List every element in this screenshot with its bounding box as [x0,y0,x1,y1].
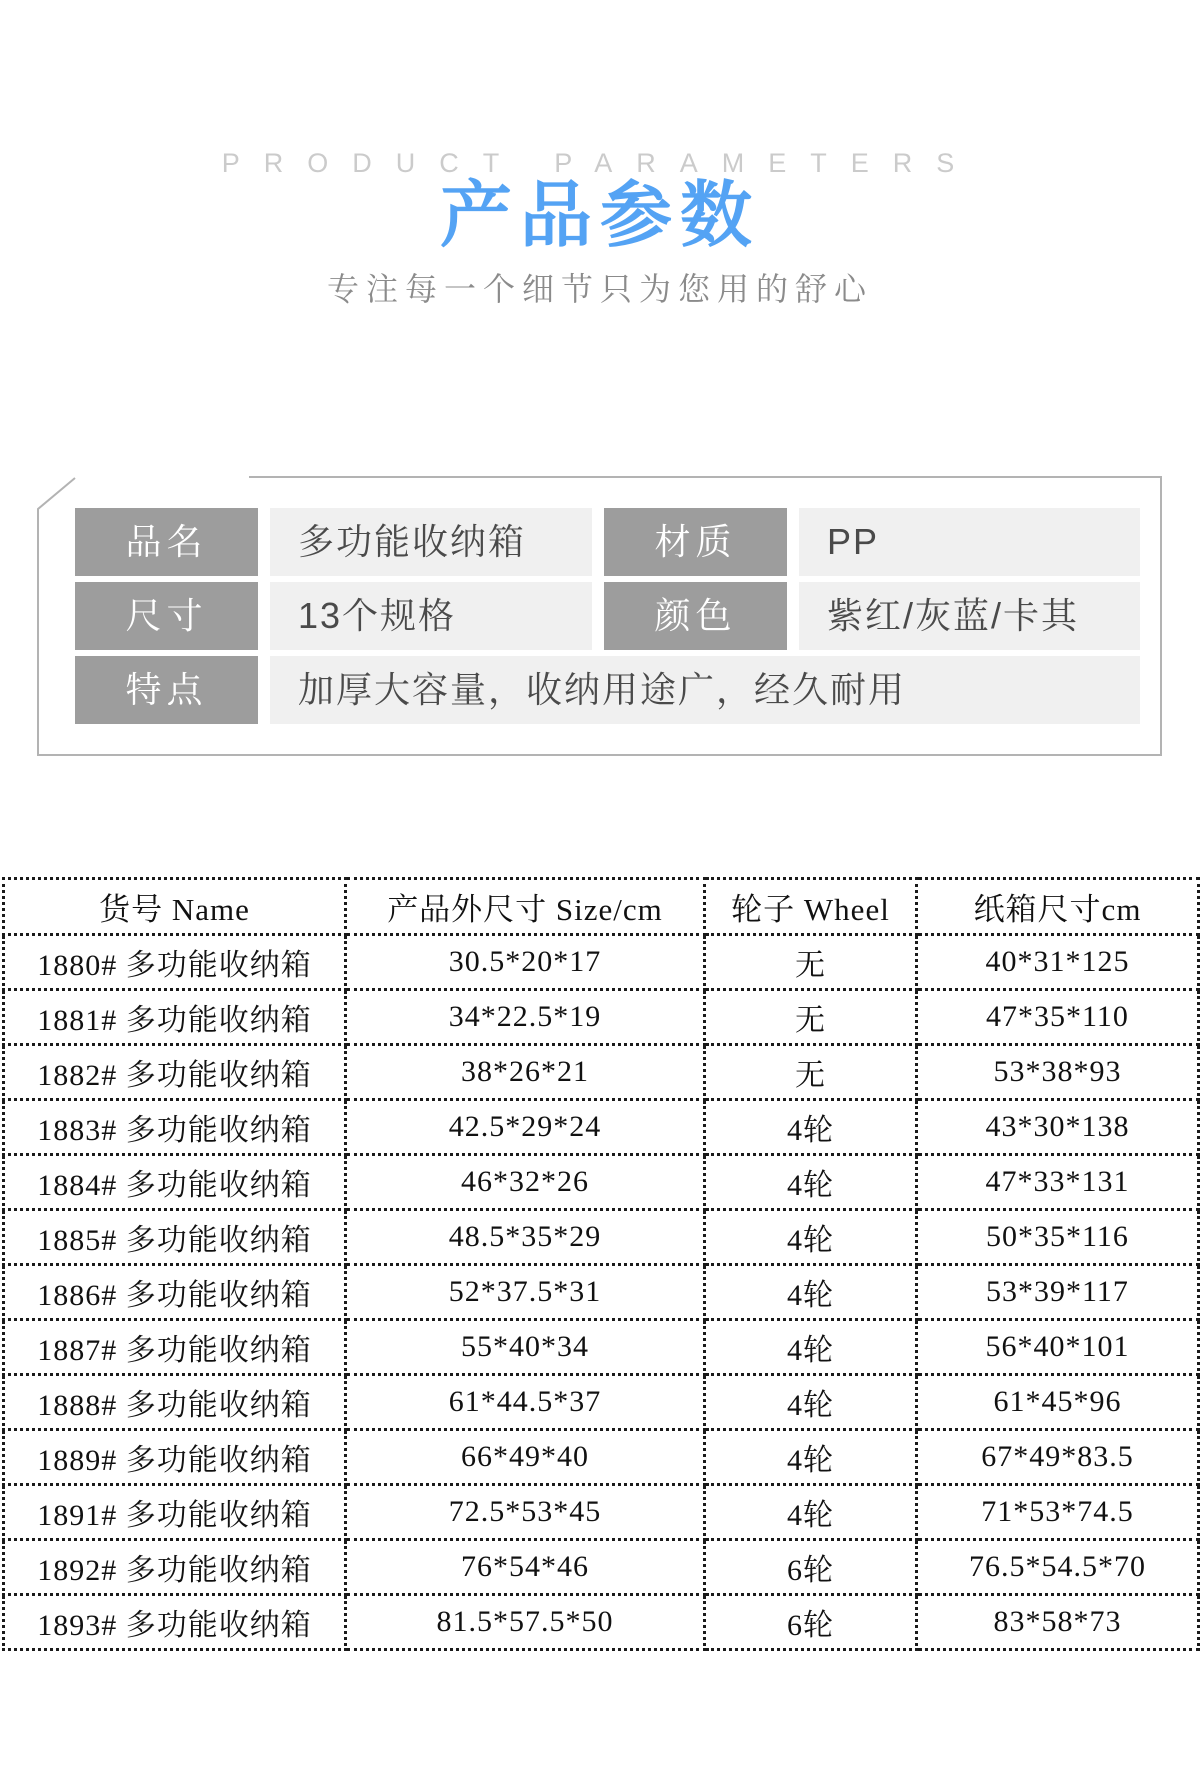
table-cell: 61*44.5*37 [346,1375,705,1430]
table-cell: 76*54*46 [346,1540,705,1595]
table-row [4,1375,1199,1430]
page-subtitle: 专注每一个细节只为您用的舒心 [326,271,873,307]
table-body [4,935,1199,1650]
table-row [4,1595,1199,1650]
table-cell: 34*22.5*19 [346,990,705,1045]
table-row [4,1485,1199,1540]
table-cell: 76.5*54.5*70 [917,1540,1199,1595]
spec-value-material: PP [799,508,1140,576]
table-row [4,1540,1199,1595]
table-cell: 6轮 [705,1540,917,1595]
table-header-row [4,879,1199,935]
table-cell: 1883# 多功能收纳箱 [4,1100,346,1155]
table-cell: 无 [705,935,917,990]
table-row [4,1100,1199,1155]
table-cell: 1885# 多功能收纳箱 [4,1210,346,1265]
spec-value-name: 多功能收纳箱 [270,508,592,576]
table-cell: 42.5*29*24 [346,1100,705,1155]
page-title: 产品参数 [439,176,760,256]
table-cell: 30.5*20*17 [346,935,705,990]
size-table [2,877,1200,1651]
table-cell: 1887# 多功能收纳箱 [4,1320,346,1375]
table-cell: 72.5*53*45 [346,1485,705,1540]
table-cell: 4轮 [705,1210,917,1265]
table-cell: 4轮 [705,1375,917,1430]
table-cell: 53*38*93 [917,1045,1199,1100]
table-row [4,1045,1199,1100]
table-cell: 66*49*40 [346,1430,705,1485]
table-row [4,1265,1199,1320]
spec-label-size: 尺寸 [75,582,258,650]
table-cell: 1889# 多功能收纳箱 [4,1430,346,1485]
table-cell: 4轮 [705,1320,917,1375]
table-cell: 50*35*116 [917,1210,1199,1265]
table-cell: 47*33*131 [917,1155,1199,1210]
column-header: 纸箱尺寸cm [917,879,1199,935]
table-cell: 6轮 [705,1595,917,1650]
table-cell: 4轮 [705,1265,917,1320]
table-cell: 1884# 多功能收纳箱 [4,1155,346,1210]
table-row [4,1210,1199,1265]
table-cell: 47*35*110 [917,990,1199,1045]
table-cell: 56*40*101 [917,1320,1199,1375]
table-cell: 46*32*26 [346,1155,705,1210]
table-cell: 52*37.5*31 [346,1265,705,1320]
table-cell: 4轮 [705,1430,917,1485]
table-row [4,935,1199,990]
spec-label-material: 材质 [604,508,787,576]
table-cell: 4轮 [705,1485,917,1540]
table-cell: 1893# 多功能收纳箱 [4,1595,346,1650]
table-cell: 67*49*83.5 [917,1430,1199,1485]
table-cell: 38*26*21 [346,1045,705,1100]
column-header: 轮子 Wheel [705,879,917,935]
spec-value-color: 紫红/灰蓝/卡其 [799,582,1140,650]
table-row [4,1430,1199,1485]
table-cell: 4轮 [705,1100,917,1155]
spec-value-size: 13个规格 [270,582,592,650]
table-cell: 1881# 多功能收纳箱 [4,990,346,1045]
eyebrow-text: PRODUCT PARAMETERS [221,148,979,178]
spec-label-name: 品名 [75,508,258,576]
spec-label-feature: 特点 [75,656,258,724]
table-cell: 无 [705,1045,917,1100]
spec-label-color: 颜色 [604,582,787,650]
table-cell: 4轮 [705,1155,917,1210]
table-cell: 1882# 多功能收纳箱 [4,1045,346,1100]
column-header: 货号 Name [4,879,346,935]
table-cell: 无 [705,990,917,1045]
table-cell: 43*30*138 [917,1100,1199,1155]
table-cell: 1886# 多功能收纳箱 [4,1265,346,1320]
table-cell: 61*45*96 [917,1375,1199,1430]
column-header: 产品外尺寸 Size/cm [346,879,705,935]
spec-value-feature: 加厚大容量，收纳用途广，经久耐用 [270,656,1140,724]
table-cell: 53*39*117 [917,1265,1199,1320]
table-cell: 1891# 多功能收纳箱 [4,1485,346,1540]
table-cell: 81.5*57.5*50 [346,1595,705,1650]
table-row [4,990,1199,1045]
table-cell: 1888# 多功能收纳箱 [4,1375,346,1430]
table-row [4,1155,1199,1210]
table-cell: 55*40*34 [346,1320,705,1375]
table-cell: 48.5*35*29 [346,1210,705,1265]
table-cell: 1880# 多功能收纳箱 [4,935,346,990]
table-cell: 1892# 多功能收纳箱 [4,1540,346,1595]
table-cell: 40*31*125 [917,935,1199,990]
table-cell: 83*58*73 [917,1595,1199,1650]
table-cell: 71*53*74.5 [917,1485,1199,1540]
table-row [4,1320,1199,1375]
spec-panel [75,508,1140,724]
